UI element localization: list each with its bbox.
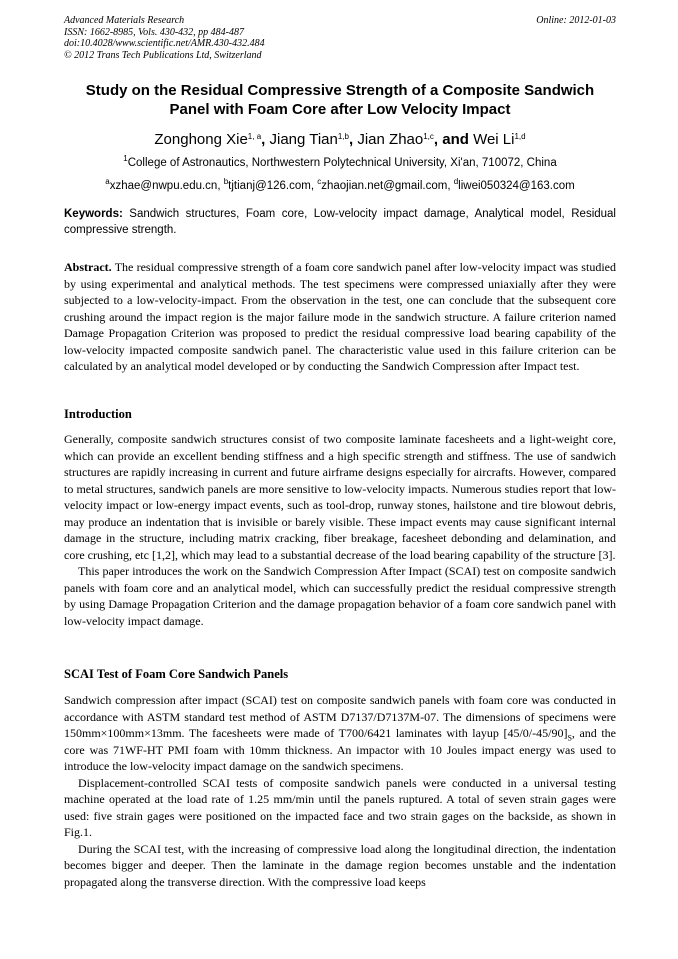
author-separator: , xyxy=(349,131,358,148)
affiliation-sup: 1 xyxy=(123,154,128,163)
author-list xyxy=(64,130,616,149)
email-separator: , xyxy=(447,180,454,192)
email-separator: , xyxy=(217,180,224,192)
abstract-text: The residual compressive strength of a foam core sandwich panel after low-velocity impact was studied by using experimental and analytical methods. The test specimens were compressed uniaxially after they were subjected to a low-velocity-impact. From the observation in the test, one can conclude that the subsequent core crushing around the impact region is the major failure mode in the sandwich structure. A failure criterion named Damage Propagation Criterion was proposed to predict the residual compressive load bearing capability of the low-velocity impacted composite sandwich panel. The characteristic value used in this failure criterion can be calculated by an analytical model developed or by conducting the Sandwich Compression after Impact test. xyxy=(64,260,616,373)
copyright-line: © 2012 Trans Tech Publications Ltd, Switzerland xyxy=(64,49,262,61)
abstract-block xyxy=(64,259,616,375)
author-affil-sup: 1,c xyxy=(423,132,434,141)
paragraph xyxy=(64,692,616,775)
author-affil-sup: 1, a xyxy=(247,132,262,141)
paragraph-text: Sandwich compression after impact (SCAI) test on composite sandwich panels with foam core was conducted in accordance with ASTM standard test method of ASTM D7137/D7137M-07. The dimensions of specimens were 150mm×100mm×13mm. The facesheets were made of T700/6421 laminates with layup [45/0/-45/90] xyxy=(64,693,616,740)
author-affil-sup: 1,d xyxy=(514,132,526,141)
email-address: zhaojian.net@gmail.com xyxy=(321,180,448,192)
introduction-body xyxy=(64,431,616,629)
keywords-block xyxy=(64,207,616,238)
online-date: Online: 2012-01-03 xyxy=(536,15,616,26)
abstract-label: Abstract. xyxy=(64,260,112,274)
paragraph: This paper introduces the work on the Sandwich Compression After Impact (SCAI) test on composite sandwich panels with foam core and an analytical model, which can successfully predict the residual compressive strength by using Damage Propagation Criterion and the damage propagation behavior of a foam core sandwich panel with low-velocity impact damage. xyxy=(64,564,616,628)
layup-subscript: S xyxy=(567,733,572,743)
email-sup: a xyxy=(105,177,110,186)
email-address: xzhae@nwpu.edu.cn xyxy=(109,180,218,192)
email-sup: d xyxy=(453,177,459,186)
email-address: tjtianj@126.com xyxy=(228,180,311,192)
doi-line: doi:10.4028/www.scientific.net/AMR.430-432.484 xyxy=(64,38,265,49)
scai-body xyxy=(64,692,616,890)
affiliation xyxy=(64,156,616,171)
keywords-label: Keywords: xyxy=(64,208,123,220)
journal-name: Advanced Materials Research xyxy=(64,15,185,26)
paper-title xyxy=(64,81,616,119)
email-list xyxy=(64,179,616,194)
author-name: Zonghong Xie xyxy=(154,131,248,148)
author-name: Jiang Tian xyxy=(269,131,338,148)
email-separator: , xyxy=(310,180,318,192)
paragraph: Displacement-controlled SCAI tests of composite sandwich panels were conducted in a universal testing machine operated at the load rate of 1.25 mm/min until the panels ruptured. A total of seven strain gages were used: five strain gages were positioned on the impacted face and two strain gages on the backside, as shown in Fig.1. xyxy=(64,775,616,839)
title-line-2: Panel with Foam Core after Low Velocity Impact xyxy=(169,101,511,118)
paragraph: During the SCAI test, with the increasing of compressive load along the longitudinal direction, the indentation becomes bigger and deeper. Then the laminate in the damage region becomes unstable and the indentation propagated along the transverse direction. With the compressive load keeps xyxy=(64,841,616,889)
author-name: Jian Zhao xyxy=(357,131,424,148)
paragraph: Generally, composite sandwich structures consist of two composite laminate facesheets and a light-weight core, which can provide an excellent bending stiffness and a high specific strength and stiffness. The use of sandwich structures are rapidly increasing in current and future airframe designs especially for aircrafts. However, compared to metal structures, sandwich panels are more sensitive to low-velocity impacts. Numerous studies report that low-velocity impact or low-energy impact events, such as tool-drop, runway stones, hailstone and tire blowout debris, may produce an indentation that is invisible or barely visible. These impact events may cause significant internal damage in the structure, including matrix cracking, fiber breakage, facesheet debonding and delamination, and core crushing, etc [1,2], which may lead to a substantial decrease of the load bearing capability of the structure [3]. xyxy=(64,432,616,562)
affiliation-text: College of Astronautics, Northwestern Polytechnical University, Xi'an, 710072, China xyxy=(127,157,557,169)
email-sup: b xyxy=(223,177,229,186)
author-separator: , and xyxy=(433,131,474,148)
author-name: Wei Li xyxy=(473,131,515,148)
scai-heading: SCAI Test of Foam Core Sandwich Panels xyxy=(64,667,289,681)
email-sup: c xyxy=(317,177,322,186)
issn-line: ISSN: 1662-8985, Vols. 430-432, pp 484-487 xyxy=(64,26,244,38)
paragraph-text: , and the core was 71WF-HT PMI foam with 10mm thickness. An impactor with 10 Joules impact energy was used to introduce the low-velocity impact damage on the sandwich specimens. xyxy=(64,726,616,773)
title-line-1: Study on the Residual Compressive Strength of a Composite Sandwich xyxy=(85,82,595,99)
keywords-text: Sandwich structures, Foam core, Low-velocity impact damage, Analytical model, Residual compressive strength. xyxy=(64,208,616,236)
journal-header xyxy=(64,15,616,61)
introduction-heading: Introduction xyxy=(64,407,132,421)
author-separator: , xyxy=(261,131,270,148)
author-affil-sup: 1,b xyxy=(337,132,349,141)
email-address: liwei050324@163.com xyxy=(458,180,575,192)
